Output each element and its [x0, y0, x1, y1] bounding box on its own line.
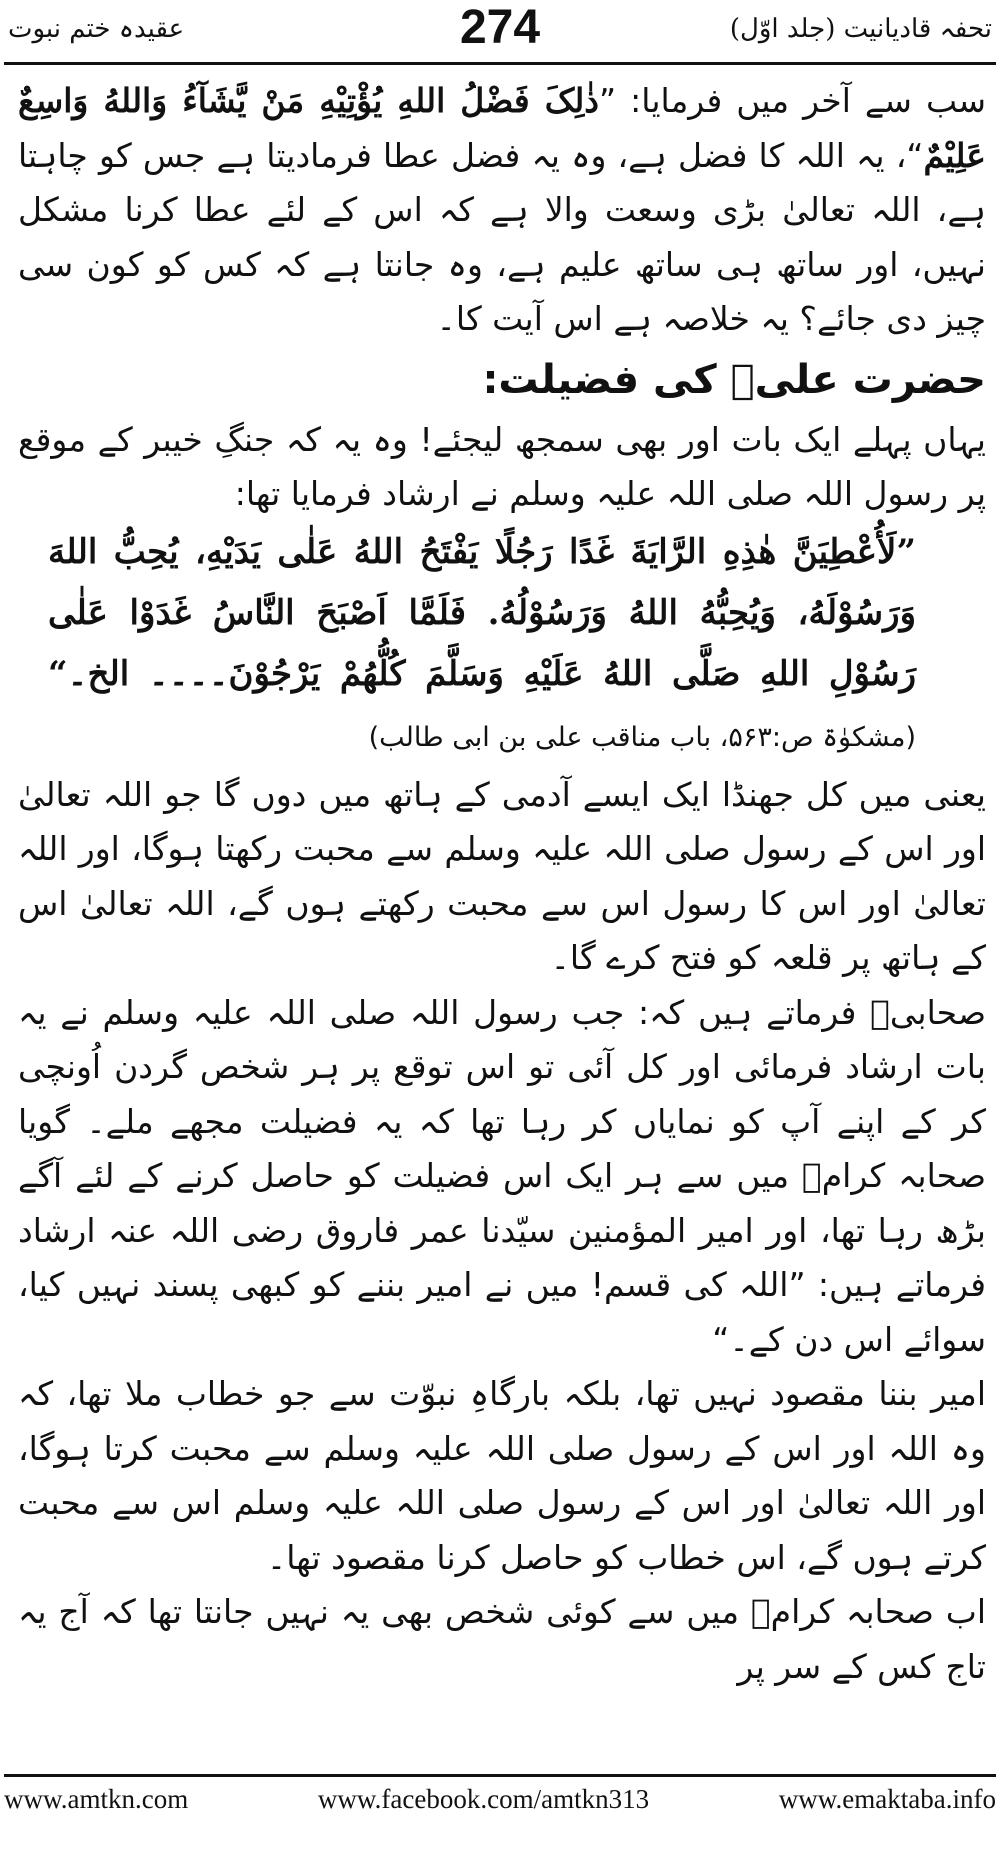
- hadith-quote: [48, 522, 916, 768]
- paragraph-continuation: اب صحابہ کرامؓ میں سے کوئی شخص بھی یہ نہیں جانتا تھا کہ آج یہ تاج کس کے سر پر: [18, 1592, 986, 1686]
- header-divider: [4, 62, 996, 65]
- page-number: 274: [459, 1, 541, 54]
- paragraph-companions: صحابیؓ فرماتے ہیں کہ: جب رسول اللہ صلی اللہ علیہ وسلم نے یہ بات ارشاد فرمائی اور کل آئی تو اس توقع پر ہر شخص گردن اُونچی کر کے اپنے آپ کو نمایاں کر رہا تھا کہ یہ فضیلت مجھے ملے۔ گویا صحابہ کرامؓ میں سے ہر ایک اس فضیلت کو حاصل کرنے کے لئے آگے بڑھ رہا تھا، اور امیر المؤمنین سیّدنا عمر فاروق رضی اللہ عنہ ارشاد فرماتے ہیں: ”اللہ کی قسم! میں نے امیر بننے کو کبھی پسند نہیں کیا، سوائے اس دن کے۔“: [18, 992, 986, 1359]
- page-footer: [0, 1774, 1000, 1834]
- footer-link-amtkn[interactable]: www.amtkn.com: [4, 1784, 189, 1814]
- paragraph-verse-explanation: [18, 74, 986, 347]
- hadith-citation: (مشکوٰۃ ص:۵۶۳، باب مناقب علی بن ابی طالب): [368, 721, 916, 753]
- footer-link-facebook[interactable]: www.facebook.com/amtkn313: [317, 1784, 650, 1814]
- page-body: [18, 74, 986, 1756]
- footer-link-emaktaba[interactable]: www.emaktaba.info: [778, 1784, 996, 1814]
- paragraph-intro: سب سے آخر میں فرمایا: ”: [599, 81, 986, 120]
- quranic-verse: ذٰلِکَ فَضْلُ اللهِ یُؤْتِیْهِ مَنْ یَّشَآءُ وَاللهُ وَاسِعٌ عَلِیْمٌ: [18, 81, 986, 175]
- page-header: [0, 0, 1000, 56]
- paragraph-khaibar: یہاں پہلے ایک بات اور بھی سمجھ لیجئے! وہ یہ کہ جنگِ خیبر کے موقع پر رسول اللہ صلی اللہ علیہ وسلم نے ارشاد فرمایا تھا:: [18, 419, 986, 513]
- paragraph-purpose: امیر بننا مقصود نہیں تھا، بلکہ بارگاہِ نبوّت سے جو خطاب ملا تھا، کہ وہ اللہ اور اس کے رسول صلی اللہ علیہ وسلم سے محبت کرتا ہوگا، اور اللہ تعالیٰ اور اس کے رسول صلی اللہ علیہ وسلم اس سے محبت کرتے ہوں گے، اس خطاب کو حاصل کرنا مقصود تھا۔: [18, 1374, 986, 1577]
- paragraph-translation: یعنی میں کل جھنڈا ایک ایسے آدمی کے ہاتھ میں دوں گا جو اللہ تعالیٰ اور اس کے رسول صلی اللہ علیہ وسلم سے محبت رکھتا ہوگا، اور اللہ تعالیٰ اور اس کا رسول اس سے محبت رکھتے ہوں گے، اللہ تعالیٰ اس کے ہاتھ پر قلعہ کو فتح کرے گا۔: [18, 774, 986, 977]
- section-heading: حضرت علیؓ کی فضیلت:: [482, 356, 986, 403]
- paragraph-explanation: “، یہ اللہ کا فضل ہے، وہ یہ فضل عطا فرمادیتا ہے جس کو چاہتا ہے، اللہ تعالیٰ بڑی وسعت والا ہے کہ اس کے لئے عطا کرنا مشکل نہیں، اور ساتھ ہی ساتھ علیم ہے، وہ جانتا ہے کہ کس کو کون سی چیز دی جائے؟ یہ خلاصہ ہے اس آیت کا۔: [18, 135, 986, 338]
- footer-divider: [4, 1774, 996, 1777]
- footer-links: [4, 1784, 996, 1815]
- hadith-text: ”لَأُعْطِیَنَّ هٰذِهِ الرَّایَةَ غَدًا رَجُلًا یَفْتَحُ اللهُ عَلٰی یَدَیْهِ، یُحِبُّ اللهَ وَرَسُوْلَهُ، وَیُحِبُّهُ اللهُ وَرَسُوْلُهُ. فَلَمَّا اَصْبَحَ النَّاسُ غَدَوْا عَلٰی رَسُوْلِ اللهِ صَلَّی اللهُ عَلَیْهِ وَسَلَّمَ کُلُّهُمْ یَرْجُوْنَ۔۔۔۔ الخ۔“: [48, 531, 916, 694]
- section-title: عقیدہ ختم نبوت: [8, 14, 185, 44]
- book-title: تحفہ قادیانیت (جلد اوّل): [729, 14, 992, 44]
